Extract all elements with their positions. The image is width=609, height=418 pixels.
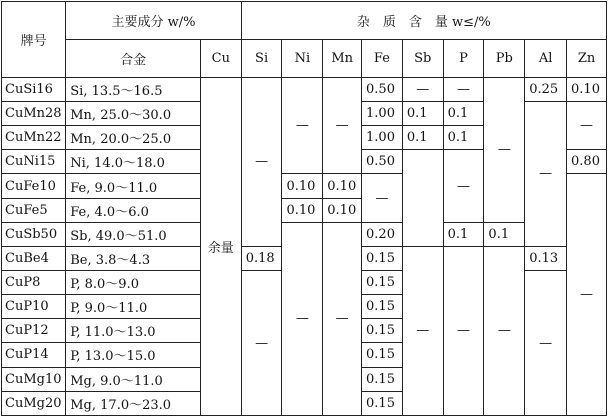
fe-dash-cell: —: [362, 174, 403, 222]
si-dash-cell: —: [241, 77, 282, 246]
header-cu: Cu: [200, 39, 241, 77]
al-cell: 0.25: [525, 77, 567, 101]
fe-cell: 0.15: [362, 367, 403, 391]
header-zn: Zn: [567, 39, 607, 77]
p-cell: 0.1: [443, 222, 484, 246]
al-dash-cell-lower: —: [525, 271, 567, 416]
grade-cell: CuP10: [2, 295, 66, 319]
alloy-cell: Ni, 14.0～18.0: [66, 150, 201, 174]
mn-cell: 0.10: [323, 174, 362, 198]
fe-cell: 0.50: [362, 77, 403, 101]
header-impurities: 杂 质 含 量 w≤/%: [241, 2, 606, 40]
grade-cell: CuSi16: [2, 77, 66, 101]
mn-dash-cell: —: [323, 77, 362, 174]
header-pb: Pb: [484, 39, 525, 77]
header-al: Al: [525, 39, 567, 77]
alloy-cell: P, 13.0～15.0: [66, 343, 201, 367]
table-row: [2, 222, 607, 246]
si-cell: 0.18: [241, 246, 282, 270]
fe-cell: 0.15: [362, 246, 403, 270]
header-sb: Sb: [402, 39, 443, 77]
grade-cell: CuP14: [2, 343, 66, 367]
alloy-cell: Si, 13.5～16.5: [66, 77, 201, 101]
zn-dash-cell-lower: —: [567, 174, 607, 416]
header-alloy: 合金: [66, 39, 201, 77]
grade-cell: CuMg20: [2, 391, 66, 415]
p-cell: —: [443, 77, 484, 101]
grade-cell: CuBe4: [2, 246, 66, 270]
p-dash-cell-lower: —: [443, 246, 484, 415]
fe-cell: 0.50: [362, 150, 403, 174]
header-fe: Fe: [362, 39, 403, 77]
header-p: P: [443, 39, 484, 77]
table-row: [2, 77, 607, 101]
alloy-cell: P, 8.0～9.0: [66, 271, 201, 295]
fe-cell: 1.00: [362, 102, 403, 126]
header-grade: 牌号: [2, 2, 66, 78]
fe-cell: 0.15: [362, 271, 403, 295]
sb-cell: 0.1: [402, 126, 443, 150]
p-cell: 0.1: [443, 126, 484, 150]
alloy-cell: Mn, 20.0～25.0: [66, 126, 201, 150]
grade-cell: CuP12: [2, 319, 66, 343]
alloy-composition-table: [1, 1, 607, 416]
grade-cell: CuFe10: [2, 174, 66, 198]
alloy-cell: Mg, 9.0～11.0: [66, 367, 201, 391]
header-mn: Mn: [323, 39, 362, 77]
zn-cell: 0.10: [567, 77, 607, 101]
ni-cell: 0.10: [282, 198, 323, 222]
sb-dash-cell-lower: —: [402, 246, 443, 415]
alloy-cell: Mg, 17.0～23.0: [66, 391, 201, 415]
pb-dash-cell-lower: —: [484, 246, 525, 415]
alloy-cell: Fe, 9.0～11.0: [66, 174, 201, 198]
mn-cell: 0.10: [323, 198, 362, 222]
sb-cell: 0.1: [402, 102, 443, 126]
zn-cell: 0.80: [567, 150, 607, 174]
alloy-cell: P, 9.0～11.0: [66, 295, 201, 319]
header-ni: Ni: [282, 39, 323, 77]
fe-cell: 1.00: [362, 126, 403, 150]
zn-dash-cell: —: [567, 102, 607, 150]
header-si: Si: [241, 39, 282, 77]
alloy-cell: Be, 3.8～4.3: [66, 246, 201, 270]
al-dash-cell: —: [525, 102, 567, 247]
ni-dash-cell-lower: —: [282, 222, 323, 415]
fe-cell: 0.15: [362, 391, 403, 415]
grade-cell: CuMn22: [2, 126, 66, 150]
fe-cell: 0.15: [362, 319, 403, 343]
sb-cell: —: [402, 77, 443, 101]
grade-cell: CuFe5: [2, 198, 66, 222]
header-main-composition: 主要成分 w/%: [66, 2, 241, 40]
p-cell: 0.1: [443, 102, 484, 126]
cu-balance-cell: 余量: [200, 77, 241, 415]
ni-dash-cell: —: [282, 77, 323, 174]
al-cell: 0.13: [525, 246, 567, 270]
alloy-cell: P, 11.0～13.0: [66, 319, 201, 343]
grade-cell: CuMn28: [2, 102, 66, 126]
p-dash-cell: —: [443, 150, 484, 222]
grade-cell: CuSb50: [2, 222, 66, 246]
fe-cell: 0.15: [362, 343, 403, 367]
ni-cell: 0.10: [282, 174, 323, 198]
grade-cell: CuNi15: [2, 150, 66, 174]
mn-dash-cell-lower: —: [323, 222, 362, 415]
alloy-cell: Sb, 49.0～51.0: [66, 222, 201, 246]
si-dash-cell-lower: —: [241, 271, 282, 416]
fe-cell: 0.15: [362, 295, 403, 319]
pb-dash-cell: —: [484, 77, 525, 222]
sb-blank-cell: [402, 150, 443, 222]
pb-cell: 0.1: [484, 222, 525, 246]
fe-cell: 0.20: [362, 222, 403, 246]
grade-cell: CuMg10: [2, 367, 66, 391]
grade-cell: CuP8: [2, 271, 66, 295]
sb-blank-cell: [402, 222, 443, 246]
alloy-cell: Fe, 4.0～6.0: [66, 198, 201, 222]
alloy-cell: Mn, 25.0～30.0: [66, 102, 201, 126]
